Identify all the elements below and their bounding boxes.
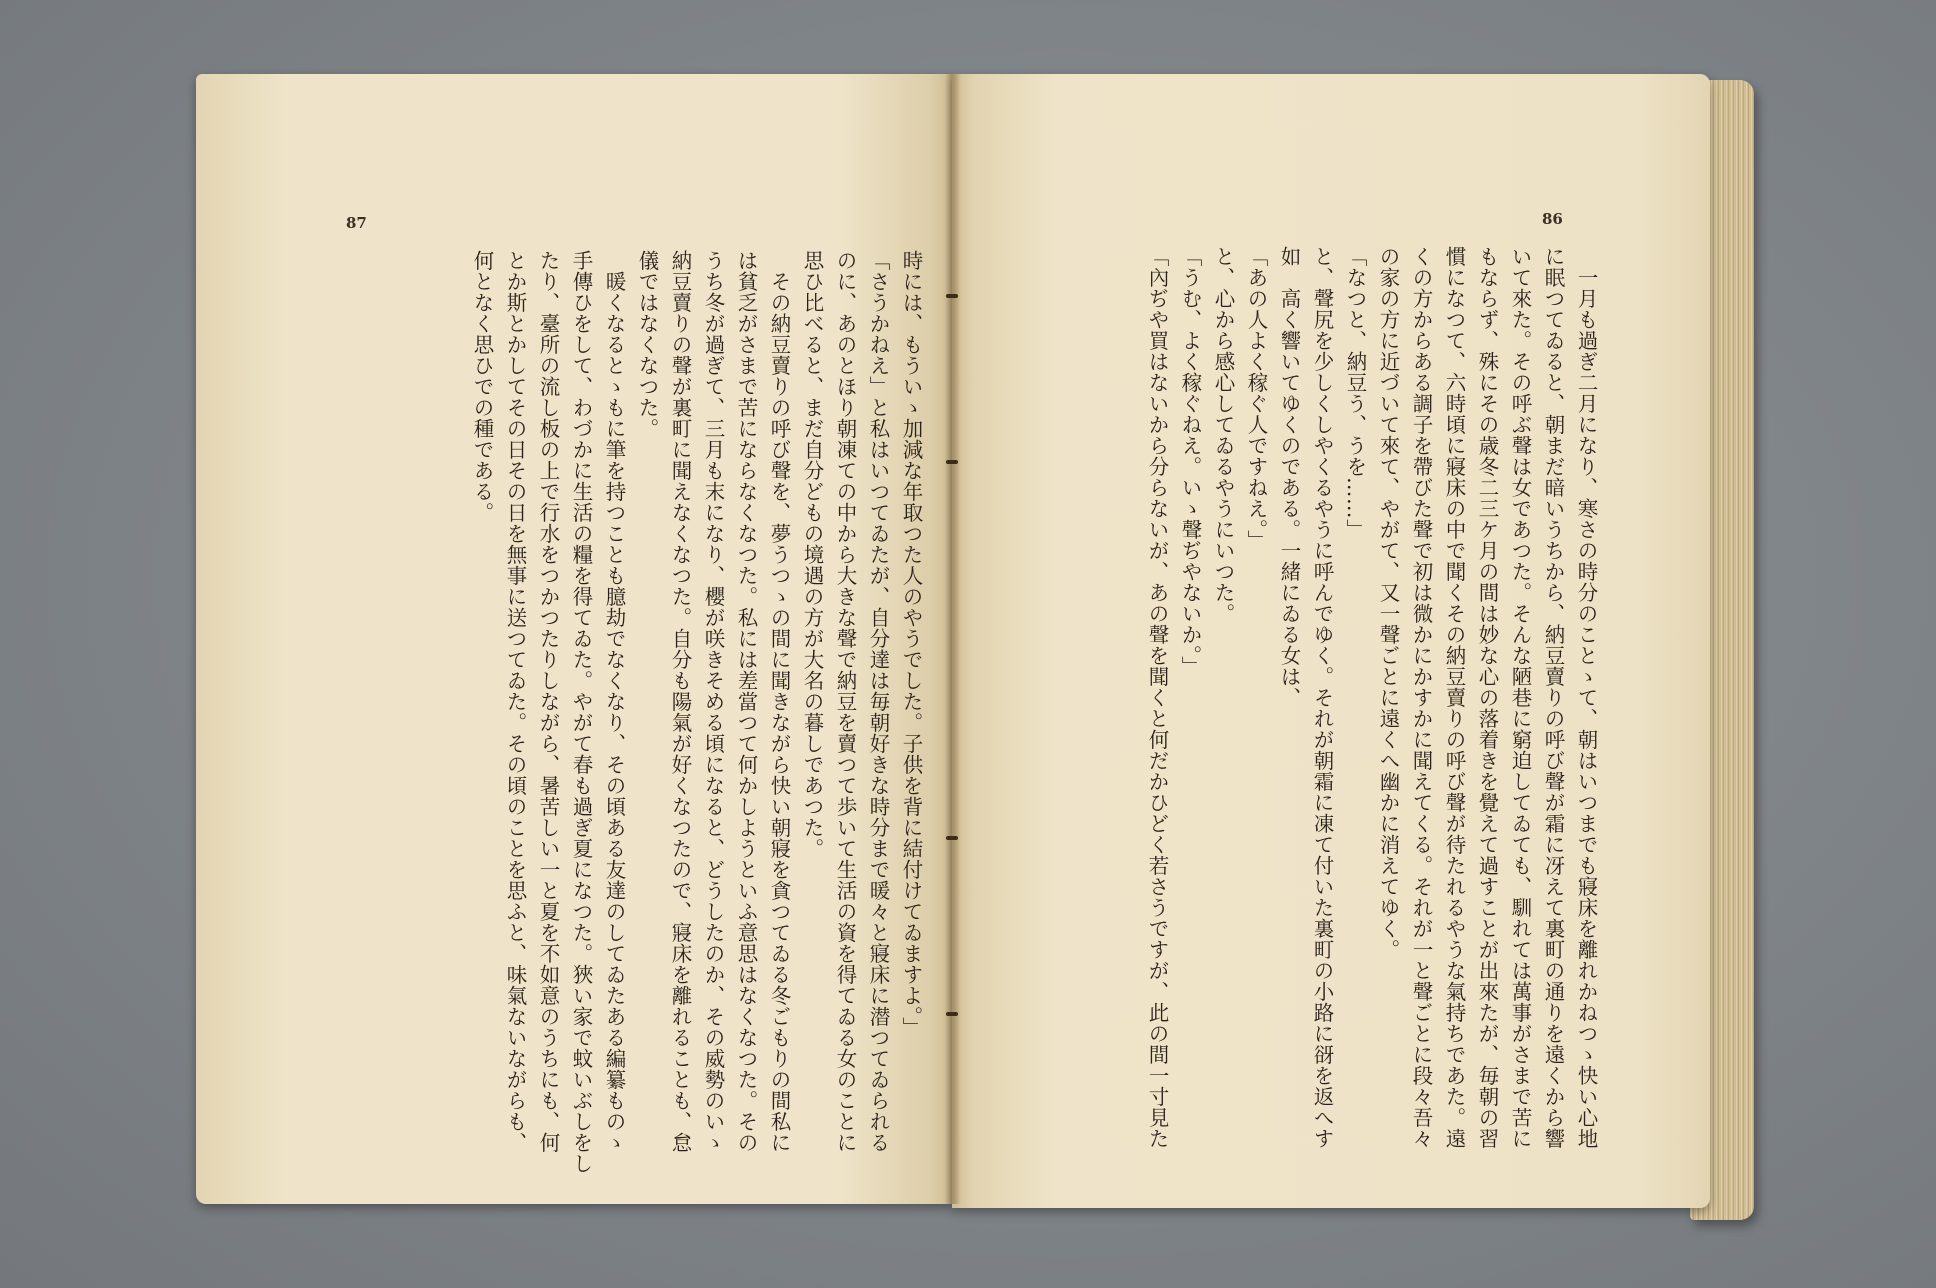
text-column: 「なつと、納豆う、うを……」 <box>1343 246 1367 540</box>
right-page-text <box>1140 246 1602 1149</box>
text-column: いて來た。その呼ぶ聲は女であつた。そんな陋巷に窮迫してゐても、馴れては萬事がさまで苦に <box>1508 246 1532 1149</box>
text-column: のに、あのとほり朝凍ての中から大きな聲で納豆を賣つて歩いて生活の資を得てゐる女のことに <box>833 250 857 1153</box>
text-column: 「內ぢや買はないから分らないが、あの聲を聞くと何だかひどく若さうですが、此の間一寸見た <box>1145 246 1169 1149</box>
text-column: は貧乏がさまで苦にならなくなつた。私には差當つて何かしようといふ意思はなくなつた。その <box>734 250 758 1153</box>
binding-stitch <box>946 836 958 840</box>
text-column: たり、臺所の流し板の上で行水をつかつたりしながら、暑苦しい一と夏を不如意のうちにも、何 <box>536 250 560 1153</box>
text-column: 儀ではなくなつた。 <box>635 250 659 439</box>
text-column: 手傳ひをして、わづかに生活の糧を得てゐた。やがて春も過ぎ夏になつた。狹い家で蚊いぶしをし <box>569 250 593 1174</box>
text-column: その納豆賣りの呼び聲を、夢うつゝの間に聞きながら快い朝寢を貪つてゐる冬ごもりの間私に <box>767 250 791 1153</box>
left-page-text <box>465 250 927 1174</box>
page-number-left: 87 <box>346 214 367 232</box>
text-column: もならず、殊にその歳冬二三ケ月の間は妙な心の落着きを覺えて過すことが出來たが、毎朝の習 <box>1475 246 1499 1149</box>
text-column: 「あの人よく稼ぐ人ですねえ。」 <box>1244 246 1268 551</box>
right-page <box>952 74 1710 1208</box>
binding-stitch <box>946 460 958 464</box>
text-column: 「さうかねえ」と私はいつてゐたが、自分達は毎朝好きな時分まで暖々と寢床に潜つてゐられる <box>866 250 890 1153</box>
text-column: 思ひ比べると、まだ自分どもの境遇の方が大名の暮しであつた。 <box>800 250 824 859</box>
book-gutter <box>945 74 961 1204</box>
text-column: に眠つてゐると、朝まだ暗いうちから、納豆賣りの呼び聲が霜に冴えて裏町の通りを遠くから響 <box>1541 246 1565 1149</box>
binding-stitch <box>946 294 958 298</box>
text-column: うち冬が過ぎて、三月も末になり、櫻が咲きそめる頃になると、どうしたのか、その威勢のいゝ <box>701 250 725 1153</box>
text-column: 慣になつて、六時頃に寢床の中で聞くその納豆賣りの呼び聲が待たれるやうな氣持ちであた。遠 <box>1442 246 1466 1149</box>
text-column: 一月も過ぎ二月になり、寒さの時分のことゝて、朝はいつまでも寢床を離れかねつゝ快い心地 <box>1574 246 1598 1149</box>
text-column: の家の方に近づいて來て、やがて、又一聲ごとに遠くへ幽かに消えてゆく。 <box>1376 246 1400 960</box>
text-column: 何となく思ひでの種である。 <box>470 250 494 523</box>
text-column: とか斯とかしてその日その日を無事に送つてゐた。その頃のことを思ふと、味氣ないながらも、 <box>503 250 527 1153</box>
binding-stitch <box>946 1012 958 1016</box>
text-column: 如 高く響いてゆくのである。一緒にゐる女は、 <box>1277 246 1301 708</box>
text-column: 納豆賣りの聲が裏町に聞えなくなつた。自分も陽氣が好くなつたので、寢床を離れることも、怠 <box>668 250 692 1153</box>
page-number-right: 86 <box>1542 210 1563 228</box>
text-column: 暖くなるとゝもに筆を持つことも臆劫でなくなり、その頃ある友達のしてゐたある編纂ものゝ <box>602 250 626 1153</box>
text-column: くの方からある調子を帶びた聲で初は微かにかすかに聞えてくる。それが一と聲ごとに段々吾々 <box>1409 246 1433 1149</box>
text-column: 「うむ、よく稼ぐねえ。いゝ聲ぢやないか。」 <box>1178 246 1202 677</box>
text-column: と、聲尻を少しくしやくるやうに呼んでゆく。それが朝霜に凍て付いた裏町の小路に谺を返へす <box>1310 246 1334 1149</box>
text-column: 時には、もういゝ加減な年取つた人のやうでした。子供を背に結付けてゐますよ。」 <box>899 250 923 1038</box>
left-page <box>196 74 952 1204</box>
text-column: と、心から感心してゐるやうにいつた。 <box>1211 246 1235 624</box>
